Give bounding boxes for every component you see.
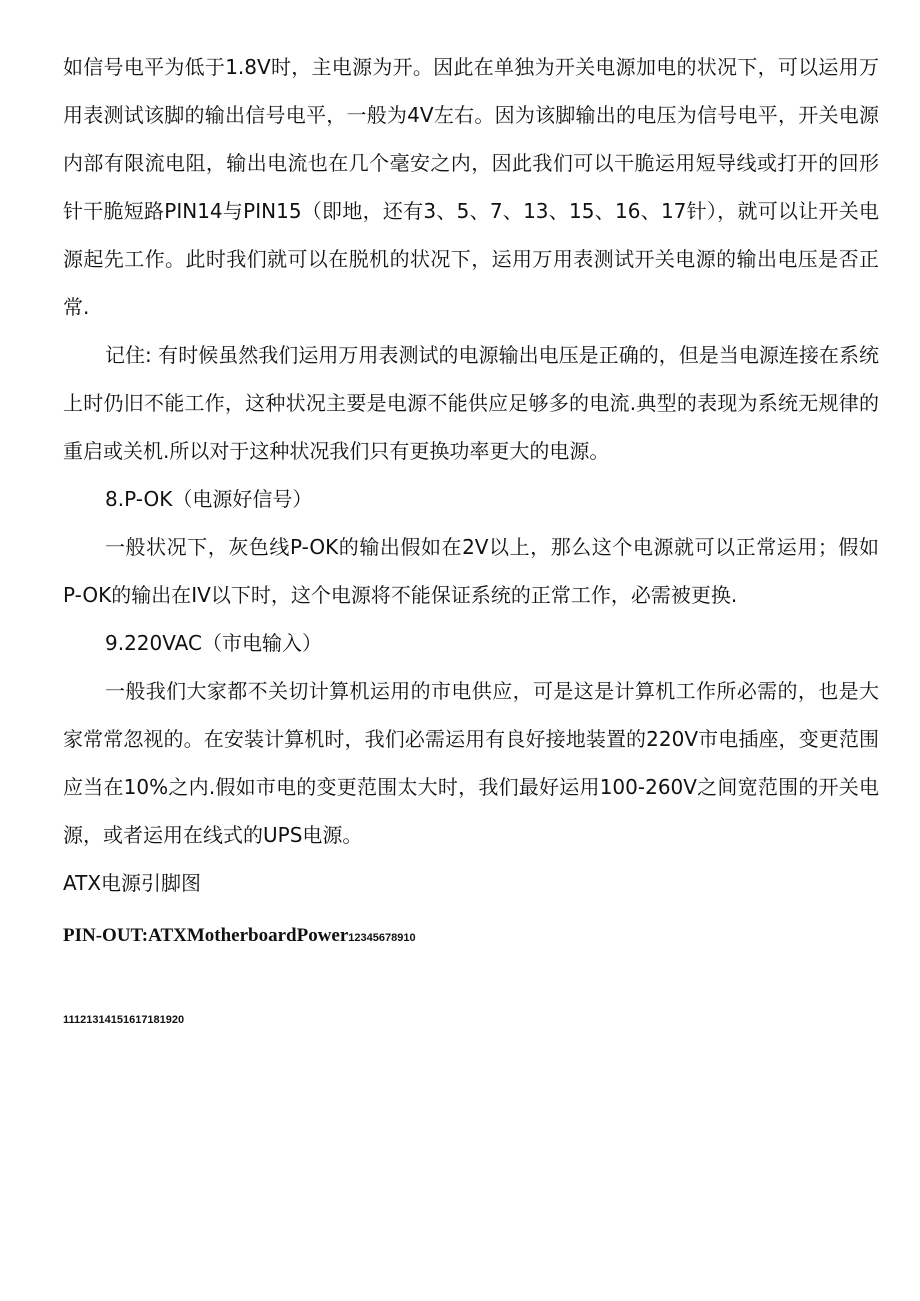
pinout-title: PIN-OUT:ATXMotherboardPower [63, 925, 349, 946]
heading-atx-pinout: ATX电源引脚图 [63, 871, 202, 895]
paragraph-note-current: 记住: 有时候虽然我们运用万用表测试的电源输出电压是正确的，但是当电源连接在系统上时仍旧不能工作，这种状况主要是电源不能供应足够多的电流.典型的表现为系统无规律的重启或关机.所以对于这种状况我们只有更换功率更大的电源。 [63, 343, 879, 463]
pinout-numbers-row-1: 12345678910 [348, 932, 416, 944]
paragraph-power-switch-test: 如信号电平为低于1.8V时，主电源为开。因此在单独为开关电源加电的状况下，可以运用万用表测试该脚的输出信号电平，一般为4V左右。因为该脚输出的电压为信号电平，开关电源内部有限流电阻，输出电流也在几个毫安之内，因此我们可以干脆运用短导线或打开的回形针干脆短路PIN14与PIN15（即地，还有3、5、7、13、15、16、17针），就可以让开关电源起先工作。此时我们就可以在脱机的状况下，运用万用表测试开关电源的输出电压是否正常. [63, 55, 879, 319]
heading-220vac: 9.220VAC（市电输入） [105, 631, 322, 655]
heading-p-ok: 8.P-OK（电源好信号） [105, 487, 313, 511]
pinout-numbers-row-2: 11121314151617181920 [63, 1014, 185, 1026]
paragraph-p-ok: 一般状况下，灰色线P-OK的输出假如在2V以上，那么这个电源就可以正常运用；假如P-OK的输出在IV以下时，这个电源将不能保证系统的正常工作，必需被更换. [63, 535, 879, 607]
paragraph-220vac: 一般我们大家都不关切计算机运用的市电供应，可是这是计算机工作所必需的，也是大家常常忽视的。在安装计算机时，我们必需运用有良好接地装置的220V市电插座，变更范围应当在10%之内.假如市电的变更范围太大时，我们最好运用100-260V之间宽范围的开关电源，或者运用在线式的UPS电源。 [63, 679, 879, 847]
pinout-title-line [63, 920, 416, 954]
